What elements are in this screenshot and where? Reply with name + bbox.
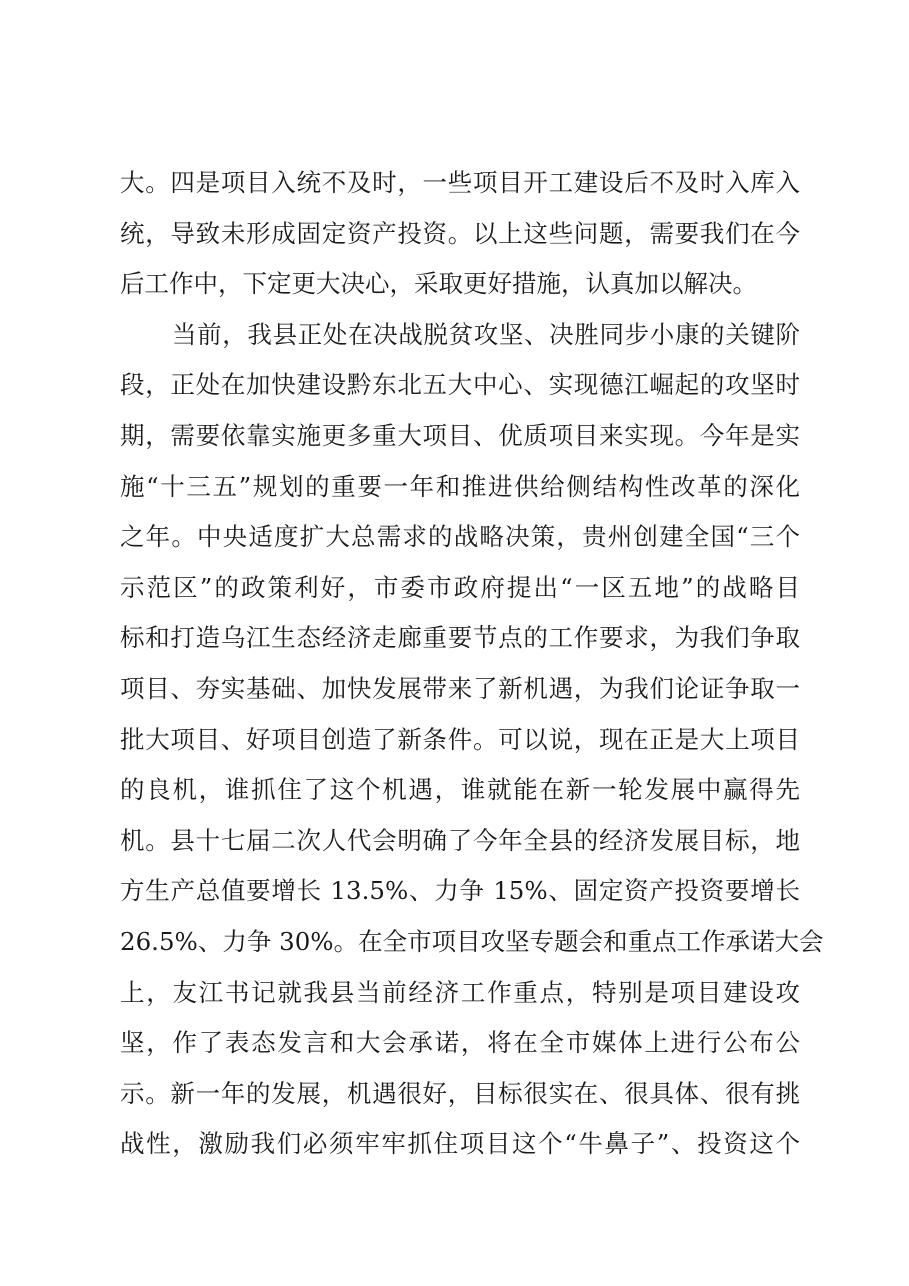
text-line: 示范区”的政策利好，市委市政府提出“一区五地”的战略目	[120, 572, 800, 602]
text-line: 示。新一年的发展，机遇很好，目标很实在、很具体、很有挑	[120, 1078, 800, 1108]
text-line: 期，需要依靠实施更多重大项目、优质项目来实现。今年是实	[120, 420, 800, 450]
text-line: 施“十三五”规划的重要一年和推进供给侧结构性改革的深化	[120, 471, 800, 501]
text-line: 后工作中，下定更大决心，采取更好措施，认真加以解决。	[120, 269, 757, 299]
text-line: 上，友江书记就我县当前经济工作重点，特别是项目建设攻	[120, 977, 800, 1007]
text-line: 机。县十七届二次人代会明确了今年全县的经济发展目标，地	[120, 825, 800, 855]
text-line: 统，导致未形成固定资产投资。以上这些问题，需要我们在今	[120, 218, 800, 248]
text-line: 标和打造乌江生态经济走廊重要节点的工作要求，为我们争取	[120, 623, 800, 653]
document-body	[120, 158, 824, 1170]
text-line: 项目、夯实基础、加快发展带来了新机遇，为我们论证争取一	[120, 673, 800, 703]
text-line: 大。四是项目入统不及时，一些项目开工建设后不及时入库入	[120, 168, 800, 197]
text-line: 批大项目、好项目创造了新条件。可以说，现在正是大上项目	[120, 724, 800, 754]
text-line: 26.5%、力争 30%。在全市项目攻坚专题会和重点工作承诺大会	[120, 926, 824, 956]
text-line: 段，正处在加快建设黔东北五大中心、实现德江崛起的攻坚时	[120, 370, 800, 400]
text-line: 当前，我县正处在决战脱贫攻坚、决胜同步小康的关键阶	[172, 319, 800, 349]
text-line: 的良机，谁抓住了这个机遇，谁就能在新一轮发展中赢得先	[120, 775, 800, 805]
text-line: 方生产总值要增长 13.5%、力争 15%、固定资产投资要增长	[120, 876, 800, 906]
paragraph-2	[120, 310, 824, 1170]
text-line: 战性，激励我们必须牢牢抓住项目这个“牛鼻子”、投资这个	[120, 1129, 800, 1159]
text-line: 坚，作了表态发言和大会承诺，将在全市媒体上进行公布公	[120, 1028, 800, 1058]
text-line: 之年。中央适度扩大总需求的战略决策，贵州创建全国“三个	[120, 522, 800, 552]
paragraph-1	[120, 158, 800, 310]
